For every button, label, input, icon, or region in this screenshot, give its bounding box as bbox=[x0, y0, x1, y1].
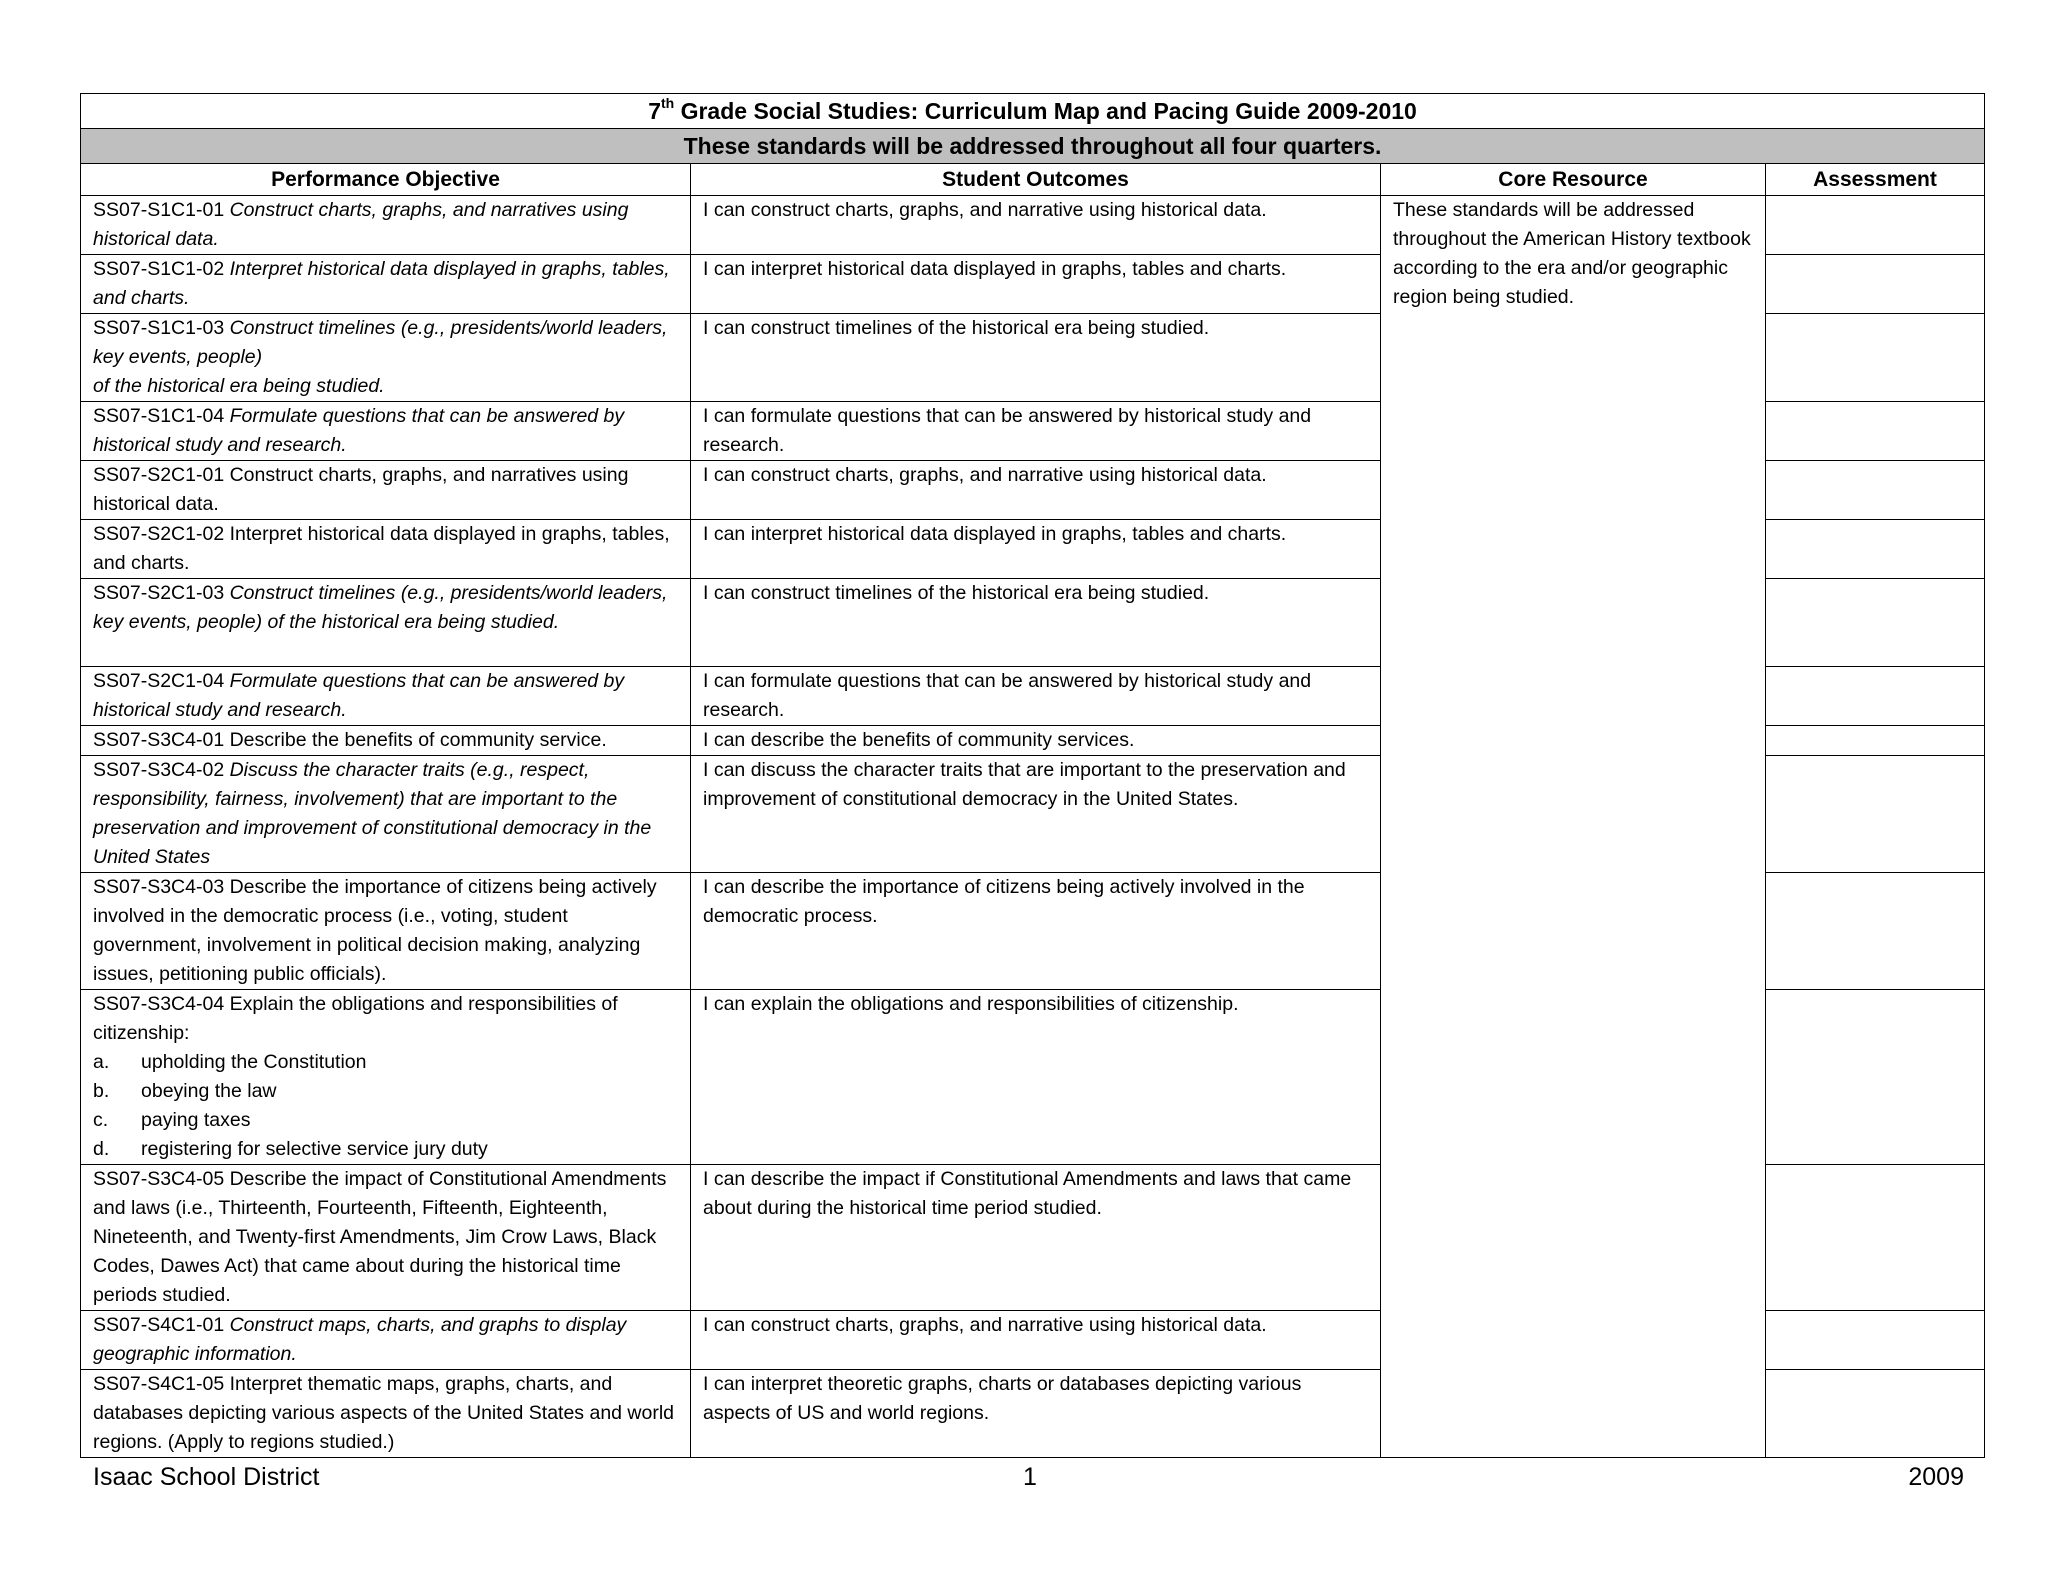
objective-text: Construct timelines (e.g., presidents/world leaders, key events, people) of the historical era being studied. bbox=[93, 582, 668, 633]
outcome-cell: I can formulate questions that can be answered by historical study and research. bbox=[691, 667, 1381, 726]
assessment-cell bbox=[1766, 873, 1985, 990]
assessment-cell bbox=[1766, 314, 1985, 402]
assessment-cell bbox=[1766, 990, 1985, 1165]
title-grade-superscript: th bbox=[660, 95, 675, 112]
title-grade-number: 7 bbox=[648, 98, 661, 124]
objective-cell bbox=[81, 667, 691, 726]
outcome-cell: I can describe the impact if Constitutional Amendments and laws that came about during the historical time period studied. bbox=[691, 1165, 1381, 1311]
objective-cell bbox=[81, 314, 691, 402]
core-resource-cell: These standards will be addressed throughout the American History textbook according to the era and/or geographic region being studied. bbox=[1381, 196, 1766, 1458]
objective-cell bbox=[81, 990, 691, 1165]
outcome-cell: I can interpret theoretic graphs, charts or databases depicting various aspects of US and world regions. bbox=[691, 1370, 1381, 1458]
list-letter: a. bbox=[93, 1051, 110, 1073]
list-item-text: paying taxes bbox=[141, 1109, 251, 1131]
footer-district: Isaac School District bbox=[93, 1463, 320, 1491]
objective-cell bbox=[81, 726, 691, 756]
list-item-text: registering for selective service jury duty bbox=[141, 1138, 488, 1160]
objective-cell bbox=[81, 196, 691, 255]
assessment-cell bbox=[1766, 726, 1985, 756]
table-row bbox=[81, 196, 1985, 255]
assessment-cell bbox=[1766, 402, 1985, 461]
outcome-cell: I can construct charts, graphs, and narrative using historical data. bbox=[691, 1311, 1381, 1370]
outcome-cell: I can interpret historical data displayed in graphs, tables and charts. bbox=[691, 255, 1381, 314]
outcome-cell: I can discuss the character traits that are important to the preservation and improvement of constitutional democracy in the United States. bbox=[691, 756, 1381, 873]
objective-code: SS07-S3C4-01 bbox=[93, 729, 225, 751]
list-item-text: obeying the law bbox=[141, 1080, 277, 1102]
objective-list-item bbox=[93, 1106, 678, 1135]
objective-cell bbox=[81, 402, 691, 461]
objective-text: Formulate questions that can be answered by historical study and research. bbox=[93, 405, 625, 456]
banner-row bbox=[81, 129, 1985, 164]
header-outcomes: Student Outcomes bbox=[691, 164, 1381, 196]
objective-code: SS07-S2C1-02 bbox=[93, 523, 225, 545]
outcome-cell: I can describe the importance of citizens being actively involved in the democratic process. bbox=[691, 873, 1381, 990]
list-item-text: upholding the Constitution bbox=[141, 1051, 367, 1073]
objective-cell bbox=[81, 1370, 691, 1458]
objective-code: SS07-S3C4-04 bbox=[93, 993, 225, 1015]
list-letter: c. bbox=[93, 1109, 109, 1131]
page-title bbox=[81, 94, 1985, 129]
objective-cell bbox=[81, 520, 691, 579]
objective-code: SS07-S1C1-03 bbox=[93, 317, 225, 339]
objective-cell bbox=[81, 756, 691, 873]
objective-code: SS07-S3C4-05 bbox=[93, 1168, 225, 1190]
outcome-cell: I can interpret historical data displayed in graphs, tables and charts. bbox=[691, 520, 1381, 579]
objective-code: SS07-S3C4-02 bbox=[93, 759, 225, 781]
objective-cell bbox=[81, 1311, 691, 1370]
assessment-cell bbox=[1766, 1311, 1985, 1370]
objective-text: Describe the importance of citizens being actively involved in the democratic process (i.e., voting, student government, involvement in political decision making, analyzing issues, petitioning public officials). bbox=[93, 876, 657, 985]
objective-text: Interpret thematic maps, graphs, charts, and databases depicting various aspects of the United States and world regions. (Apply to regions studied.) bbox=[93, 1373, 675, 1453]
outcome-cell: I can construct charts, graphs, and narrative using historical data. bbox=[691, 461, 1381, 520]
title-row bbox=[81, 94, 1985, 129]
objective-text: Interpret historical data displayed in graphs, tables, and charts. bbox=[93, 523, 670, 574]
objective-code: SS07-S4C1-05 bbox=[93, 1373, 225, 1395]
assessment-cell bbox=[1766, 756, 1985, 873]
header-row bbox=[81, 164, 1985, 196]
objective-text-continued: of the historical era being studied. bbox=[93, 375, 385, 397]
list-letter: d. bbox=[93, 1138, 110, 1160]
objective-code: SS07-S1C1-01 bbox=[93, 199, 225, 221]
assessment-cell bbox=[1766, 667, 1985, 726]
objective-text: Explain the obligations and responsibilities of citizenship: bbox=[93, 993, 618, 1044]
objective-cell bbox=[81, 579, 691, 667]
objective-cell bbox=[81, 1165, 691, 1311]
objective-text: Describe the impact of Constitutional Amendments and laws (i.e., Thirteenth, Fourteenth, Fifteenth, Eighteenth, Nineteenth, and Twenty-first Amendments, Jim Crow Laws, Black Codes, Dawes Act) that came about during the historical time periods studied. bbox=[93, 1168, 667, 1306]
curriculum-table bbox=[80, 93, 1985, 1458]
objective-text: Describe the benefits of community service. bbox=[229, 729, 607, 751]
objective-text: Discuss the character traits (e.g., respect, responsibility, fairness, involvement) that are important to the preservation and improvement of constitutional democracy in the United States bbox=[93, 759, 652, 868]
assessment-cell bbox=[1766, 1370, 1985, 1458]
objective-code: SS07-S2C1-01 bbox=[93, 464, 225, 486]
banner-text: These standards will be addressed throughout all four quarters. bbox=[81, 129, 1985, 164]
outcome-cell: I can construct timelines of the historical era being studied. bbox=[691, 579, 1381, 667]
assessment-cell bbox=[1766, 1165, 1985, 1311]
objective-text: Construct charts, graphs, and narratives using historical data. bbox=[93, 464, 629, 515]
objective-code: SS07-S2C1-03 bbox=[93, 582, 225, 604]
objective-cell bbox=[81, 461, 691, 520]
outcome-cell: I can explain the obligations and responsibilities of citizenship. bbox=[691, 990, 1381, 1165]
header-resource: Core Resource bbox=[1381, 164, 1766, 196]
header-objective: Performance Objective bbox=[81, 164, 691, 196]
objective-code: SS07-S2C1-04 bbox=[93, 670, 225, 692]
footer-page-number: 1 bbox=[1023, 1463, 1037, 1491]
objective-text: Interpret historical data displayed in graphs, tables, and charts. bbox=[93, 258, 670, 309]
header-assessment: Assessment bbox=[1766, 164, 1985, 196]
objective-list-item bbox=[93, 1077, 678, 1106]
outcome-cell: I can construct charts, graphs, and narrative using historical data. bbox=[691, 196, 1381, 255]
footer-year: 2009 bbox=[1908, 1463, 1964, 1491]
objective-code: SS07-S4C1-01 bbox=[93, 1314, 225, 1336]
objective-code: SS07-S3C4-03 bbox=[93, 876, 225, 898]
assessment-cell bbox=[1766, 579, 1985, 667]
assessment-cell bbox=[1766, 520, 1985, 579]
objective-list-item bbox=[93, 1048, 678, 1077]
outcome-cell: I can describe the benefits of community services. bbox=[691, 726, 1381, 756]
objective-code: SS07-S1C1-04 bbox=[93, 405, 225, 427]
list-letter: b. bbox=[93, 1080, 110, 1102]
objective-text: Construct charts, graphs, and narratives using historical data. bbox=[93, 199, 629, 250]
objective-code: SS07-S1C1-02 bbox=[93, 258, 225, 280]
objective-list-item bbox=[93, 1135, 678, 1164]
title-text: Grade Social Studies: Curriculum Map and Pacing Guide 2009-2010 bbox=[674, 98, 1417, 124]
outcome-cell: I can construct timelines of the historical era being studied. bbox=[691, 314, 1381, 402]
objective-text: Construct timelines (e.g., presidents/world leaders, key events, people) bbox=[93, 317, 668, 368]
assessment-cell bbox=[1766, 255, 1985, 314]
outcome-cell: I can formulate questions that can be answered by historical study and research. bbox=[691, 402, 1381, 461]
objective-cell bbox=[81, 873, 691, 990]
assessment-cell bbox=[1766, 196, 1985, 255]
objective-cell bbox=[81, 255, 691, 314]
assessment-cell bbox=[1766, 461, 1985, 520]
objective-text: Construct maps, charts, and graphs to display geographic information. bbox=[93, 1314, 627, 1365]
objective-text: Formulate questions that can be answered by historical study and research. bbox=[93, 670, 625, 721]
